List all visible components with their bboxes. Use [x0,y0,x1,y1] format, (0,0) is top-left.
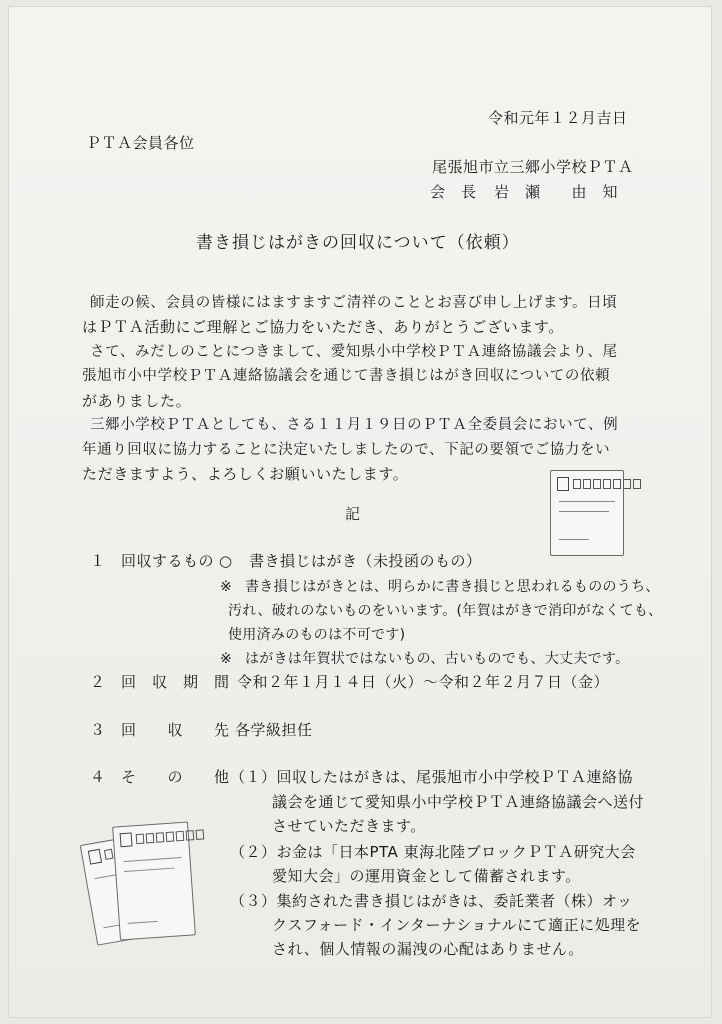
paragraph-line: 三郷小学校ＰＴＡとしても、さる１１月１９日のＰＴＡ全委員会において、例 [90,417,619,433]
paragraph-line: 年通り回収に協力することに決定いたしましたので、下記の要領でご協力をい [82,442,611,458]
recipient: ＰＴＡ会員各位 [86,134,195,152]
item-1-mark: ○ [219,552,233,570]
item-4-line: （３）集約された書き損じはがきは、委託業者（株）オッ [230,892,633,910]
sender-name: 岩 瀬 由 知 [494,183,619,201]
item-3-text: 各学級担任 [235,721,313,739]
sender-title: 会 長 [430,183,477,201]
paragraph-line: 師走の候、会員の皆様にはますますご清祥のこととお喜び申し上げます。日頃 [90,295,618,311]
note-mark: ※ [220,651,233,667]
item-2-label: ２ 回 収 期 間 [90,673,230,691]
item-1-label: １ 回収するもの [90,552,215,570]
item-1-text: 書き損じはがき（未投函のもの） [249,552,482,570]
note-mark: ※ [220,579,233,595]
item-4-line: 議会を通じて愛知県小中学校ＰＴＡ連絡協議会へ送付 [272,793,645,811]
postcard-stack-icon [88,818,200,958]
page-title: 書き損じはがきの回収について（依頼） [196,233,520,253]
item-4-line: （１）回収したはがきは、尾張旭市小中学校ＰＴＡ連絡協 [230,768,634,786]
item-4-label: ４ そ の 他 [90,768,230,786]
paragraph-line: がありました。 [82,392,192,410]
item-4-line: 愛知大会」の運用資金として備蓄されます。 [272,867,581,885]
item-4-line: させていただきます。 [272,817,426,835]
paragraph-line: 張旭市小中学校ＰＴＡ連絡協議会を通じて書き損じはがき回収についての依頼 [82,368,611,384]
item-2-text: 令和２年１月１４日（火）～令和２年２月７日（金） [237,673,610,691]
note-line: 書き損じはがきとは、明らかに書き損じと思われるもののうち、 [245,579,660,595]
item-4-line: クスフォード・インターナショナルにて適正に処理を [272,916,642,934]
note-line: 汚れ、破れのないものをいいます。(年賀はがきで消印がなくても、 [228,603,663,619]
document-date: 令和元年１２月吉日 [488,109,628,127]
note-line: はがきは年賀状ではないもの、古いものでも、大丈夫です。 [245,651,630,667]
paragraph-line: はＰＴＡ活動にご理解とご協力をいただき、ありがとうございます。 [82,318,564,336]
item-4-line: （２）お金は「日本PTA 東海北陸ブロックＰＴＡ研究大会 [230,843,636,861]
item-3-label: ３ 回 収 先 [90,721,230,739]
note-line: 使用済みのものは不可です) [228,627,406,643]
paragraph-line: ただきますよう、よろしくお願いいたします。 [82,465,409,483]
item-4-line: され、個人情報の漏洩の心配はありません。 [272,940,584,958]
postcard-icon [550,470,624,556]
paragraph-line: さて、みだしのことにつきまして、愛知県小中学校ＰＴＡ連絡協議会より、尾 [90,344,618,360]
organization-name: 尾張旭市立三郷小学校ＰＴＡ [432,158,634,176]
ki-heading: 記 [345,505,361,523]
